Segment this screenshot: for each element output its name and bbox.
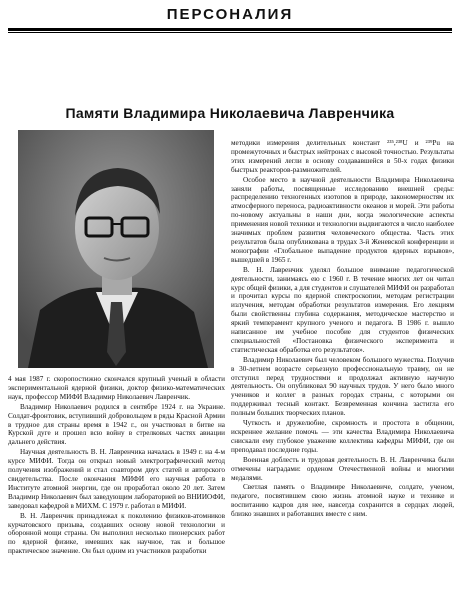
portrait-illustration bbox=[18, 130, 214, 368]
article-title: Памяти Владимира Николаевича Лавренчика bbox=[65, 105, 395, 121]
header-rule-thick bbox=[8, 28, 452, 31]
paragraph: 4 мая 1987 г. скоропостижно скончался крупный ученый в области экспериментальной ядерной физики, доктор физико-математических наук, профессор МИФИ Владимир Николаевич Лавренчик. bbox=[8, 375, 225, 401]
paragraph: В. Н. Лавренчик уделял большое внимание педагогической деятельности, занимаясь ею с 1960 г. В течение многих лет он читал курс общей физики, а для студентов и слушателей МИФИ он разработал и прочитал курсы по ядерной спектроскопии, методам регистрации излучения, методам обработки результатов измерения. Его лекциям были свойственны глубина содержания, методическое мастерство и яркий темперамент крупного ученого и педагога. В 1986 г. вышло написанное им учебное пособие для студентов физических специальностей «Постановка физического эксперимента и статистическая обработка его результатов». bbox=[231, 265, 454, 354]
paragraph: Владимир Николаевич был человеком большого мужества. Получив в 30-летнем возрасте серьезную профессиональную травму, он не отступил перед трудностями и продолжал активную научную деятельность. Он опубликовал 90 научных трудов. У него было много учеников и коллег в разных городах страны, с которыми он поддерживал тесный контакт. Безвременная кончина застигла его полным больших творческих планов. bbox=[231, 355, 454, 418]
paragraph: методики измерения делительных констант ²³⁵,²³⁸U и ²³⁹Pu на промежуточных и быстрых нейтронах с высокой точностью. Результаты этих измерений легли в основу создававшейся в 50-х годах физики быстрых реакторов-размножителей. bbox=[231, 139, 454, 174]
article-right-column bbox=[231, 139, 454, 519]
portrait-photo bbox=[18, 130, 214, 368]
section-header: ПЕРСОНАЛИЯ bbox=[166, 6, 294, 23]
paragraph: Владимир Николаевич родился в сентябре 1924 г. на Украине. Солдат-фронтовик, вступивший добровольцем в ряды Красной Армии в трудное для страны время в 1942 г., он участвовал в битве на Курской дуге и прошел всю войну в стрелковых частях авиации дальнего действия. bbox=[8, 402, 225, 447]
paragraph: Чуткость и дружелюбие, скромность и простота в общении, искреннее желание помочь — эти качества Владимира Николаевича снискали ему глубокое уважение коллектива кафедры МИФИ, где он преподавал последние годы. bbox=[231, 419, 454, 454]
paragraph: В. Н. Лавренчик принадлежал к поколению физиков-атомников курчатовского призыва, создавших основу новой технологии и оборонной мощи страны. Он выполнил несколько пионерских работ по ядерной физике, имевших как научное, так и большое практическое значение. Он был одним из участников разработки bbox=[8, 511, 225, 556]
paragraph: Научная деятельность В. Н. Лавренчика началась в 1949 г. на 4-м курсе МИФИ. Тогда он открыл новый электрографический метод получения изображений и стал соавтором двух статей и авторского свидетельства. После окончания МИФИ его научная работа в Институте атомной энергии, где он проработал около 20 лет. Затем Владимир Николаевич был заведующим лабораторией во ВНИИОФИ, заведовал кафедрой в МИХМ. С 1979 г. работал в МИФИ. bbox=[8, 448, 225, 510]
paragraph: Военная доблесть и трудовая деятельность В. Н. Лавренчика были отмечены наградами: орденом Отечественной войны и многими медалями. bbox=[231, 455, 454, 482]
paragraph: Светлая память о Владимире Николаевиче, солдате, ученом, педагоге, посвятившем свою жизнь атомной науке и технике и воспитанию кадров для нее, навсегда сохранится в сердцах людей, близко знавших и работавших вместе с ним. bbox=[231, 483, 454, 519]
header-rule-thin bbox=[8, 32, 452, 33]
paragraph: Особое место в научной деятельности Владимира Николаевича заняли работы, посвященные исследованию внешней среды: распределению техногенных изотопов в природе, закономерностям их атмосферного переноса, радиоактивности океанов и морей. Эти работы по-новому актуальны в наши дни, когда экологические аспекты применения новой техники и технологии выдвигаются в число наиболее значимых проблем развития человеческого общества. Часть этих результатов была опубликована в трудах 3-й Женевской конференции и монографии «Глобальное выпадение продуктов ядерных взрывов», вышедшей в 1965 г. bbox=[231, 175, 454, 264]
article-left-column bbox=[8, 375, 225, 556]
